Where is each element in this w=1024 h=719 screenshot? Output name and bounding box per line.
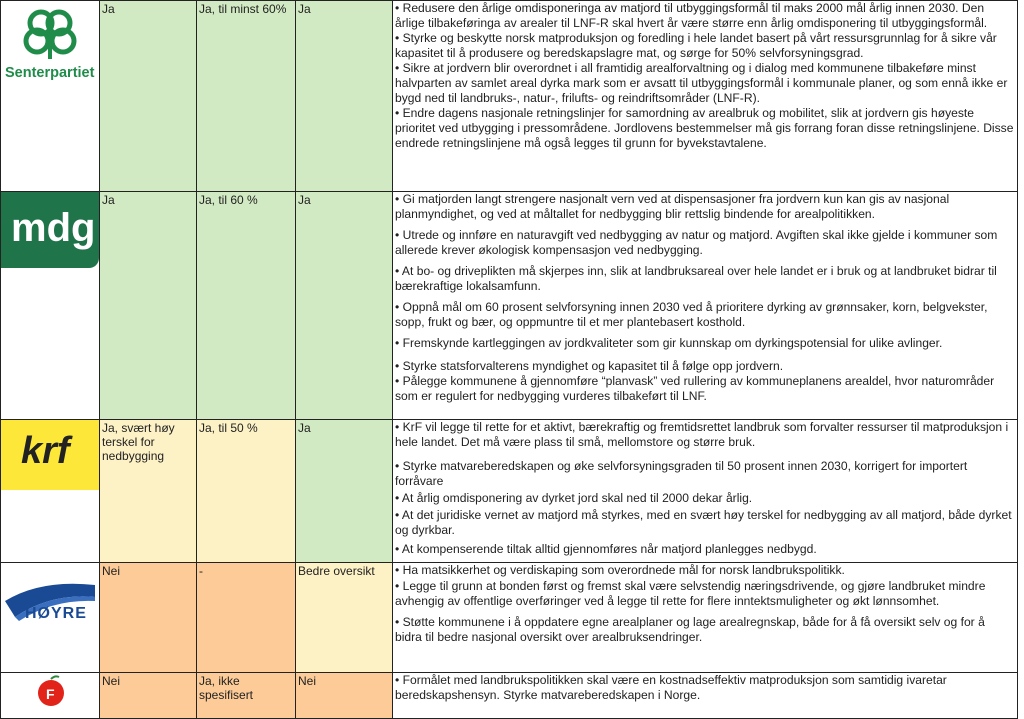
bullet-item: • Sikre at jordvern blir overordnet i all framtidig arealforvaltning og i dialog med kommunene tilbakeføre minst halvparten av samlet areal dyrka mark som er avsatt til utbyggingsformål i kommunale planer, og som ennå ikke er bygd ned til landbruks-, natur-, frilufts- og reindriftsområder (LNF-R).: [395, 61, 1008, 105]
row-sp-measures: [393, 1, 1018, 192]
bullet-item: • At kompenserende tiltak alltid gjennomføres når matjord planlegges nedbygd.: [395, 542, 817, 556]
row-krf-col1: Ja, svært høy terskel for nedbygging: [100, 420, 197, 563]
logo-cell: [1, 1, 100, 192]
bullet-item: • Legge til grunn at bonden først og fremst skal være selvstendig næringsdrivende, og gjøre landbruket mindre avhengig av offentlige overføringer ved å legge til rette for flere inntektsmuligheter og økt lønnsomhet.: [395, 579, 986, 608]
row-sp-col2: Ja, til minst 60%: [197, 1, 296, 192]
bullet-item: • Støtte kommunene i å oppdatere egne arealplaner og lage arealregnskap, både for å få oversikt selv og for å bidra til bedre nasjonal oversikt over arealbruksendringer.: [395, 615, 985, 644]
bullet-item: • Styrke og beskytte norsk matproduksjon og foredling i hele landet basert på vårt ressursgrunnlag for å sikre vår kapasitet til å produsere og beredskapslagre mat, og sørge for 50% selvforsyningsgrad.: [395, 31, 997, 60]
bullet-item: • Gi matjorden langt strengere nasjonalt vern ved at dispensasjoner fra jordvern kun kan gis av nasjonal planmyndighet, og ved at måltallet for nedbygging blir rettslig bindende for arealpolitikken.: [395, 192, 950, 221]
row-mdg-col1: Ja: [100, 192, 197, 420]
row-hoyre-measures: [393, 563, 1018, 673]
row-sp-col1: Ja: [100, 1, 197, 192]
frp-letter: F: [46, 686, 55, 702]
senterpartiet-wordmark: Senterpartiet: [5, 65, 95, 81]
logo-cell: [1, 563, 100, 673]
table-row: [1, 673, 1018, 719]
bullet-item: • Styrke statsforvalterens myndighet og kapasitet til å følge opp jordvern.: [395, 359, 784, 373]
row-frp-col3: Nei: [296, 673, 393, 719]
bullet-item: • Utrede og innføre en naturavgift ved nedbygging av natur og matjord. Avgiften skal ikke gjelde i kommuner som allerede krever økologisk kompensasjon ved nedbygging.: [395, 228, 998, 257]
bullet-item: • Oppnå mål om 60 prosent selvforsyning innen 2030 ved å prioritere dyrking av grønnsaker, korn, belgvekster, sopp, frukt og bær, og oppmuntre til et mer plantebasert kosthold.: [395, 300, 988, 329]
bullet-item: • KrF vil legge til rette for et aktivt, bærekraftig og fremtidsrettet landbruk som forvalter ressurser til matproduksjon i hele landet. Det må være plass til små, mellomstore og større bruk.: [395, 420, 1009, 449]
logo-cell: [1, 673, 100, 719]
row-sp-col3: Ja: [296, 1, 393, 192]
clover-icon: [1, 1, 99, 186]
bullet-item: • Ha matsikkerhet og verdiskaping som overordnede mål for norsk landbrukspolitikk.: [395, 563, 845, 577]
table-row: [1, 192, 1018, 420]
mdg-wordmark: mdg: [11, 206, 96, 250]
apple-icon: [1, 673, 99, 713]
logo-cell: [1, 420, 100, 563]
bullet-item: • Redusere den årlige omdisponeringa av matjord til utbyggingsformål til maks 2000 mål årlig innen 2030. Den årlige tilbakeføringa av arealer til LNF-R skal hvert år være større enn årlig omdisponering til utbyggingsformål.: [395, 1, 988, 30]
bullet-item: • Formålet med landbrukspolitikken skal være en kostnadseffektiv matproduksjon som samtidig ivaretar beredskapshensyn. Styrke matvareberedskapen i Norge.: [395, 673, 947, 702]
bullet-item: • At årlig omdisponering av dyrket jord skal ned til 2000 dekar årlig.: [395, 491, 753, 505]
row-mdg-col3: Ja: [296, 192, 393, 420]
table-row: [1, 563, 1018, 673]
senterpartiet-logo: [1, 1, 99, 191]
krf-wordmark: krf: [21, 430, 70, 472]
row-krf-col2: Ja, til 50 %: [197, 420, 296, 563]
frp-logo: [1, 673, 99, 718]
row-krf-col3: Ja: [296, 420, 393, 563]
bullet-item: • At bo- og driveplikten må skjerpes inn, slik at landbruksareal over hele landet er i bruk og at landbruket bidrar til bærekraftige lokalsamfunn.: [395, 264, 997, 293]
bullet-item: • At det juridiske vernet av matjord må styrkes, med en svært høy terskel for nedbygging av all matjord, både dyrket og dyrkbar.: [395, 508, 1012, 537]
bullet-item: • Pålegge kommunene å gjennomføre “planvask” ved rullering av kommuneplanens arealdel, hvor naturområder som er regulert for nedbygging vurderes tilbakeført til LNF.: [395, 374, 995, 403]
bullet-item: • Styrke matvareberedskapen og øke selvforsyningsgraden til 50 prosent innen 2030, korrigert for importert forråvare: [395, 459, 968, 488]
row-hoyre-col3: Bedre oversikt: [296, 563, 393, 673]
row-frp-measures: [393, 673, 1018, 719]
table-row: [1, 420, 1018, 563]
row-hoyre-col1: Nei: [100, 563, 197, 673]
row-mdg-col2: Ja, til 60 %: [197, 192, 296, 420]
logo-cell: [1, 192, 100, 420]
row-frp-col2: Ja, ikke spesifisert: [197, 673, 296, 719]
row-hoyre-col2: -: [197, 563, 296, 673]
bullet-item: • Endre dagens nasjonale retningslinjer for samordning av arealbruk og mobilitet, slik at jordvern gis høyeste prioritet ved utbygging i pressområdene. Jordlovens bestemmelser må gis forrang foran disse retningslinjene. Disse endrede retningslinjene må også legges til grunn for byvekstavtalene.: [395, 106, 1014, 150]
hoyre-wordmark: HØYRE: [25, 605, 87, 622]
row-mdg-measures: [393, 192, 1018, 420]
row-frp-col1: Nei: [100, 673, 197, 719]
bullet-item: • Fremskynde kartleggingen av jordkvaliteter som gir kunnskap om dyrkingspotensial for ulike avlinger.: [395, 336, 943, 350]
row-krf-measures: [393, 420, 1018, 563]
table-row: [1, 1, 1018, 192]
